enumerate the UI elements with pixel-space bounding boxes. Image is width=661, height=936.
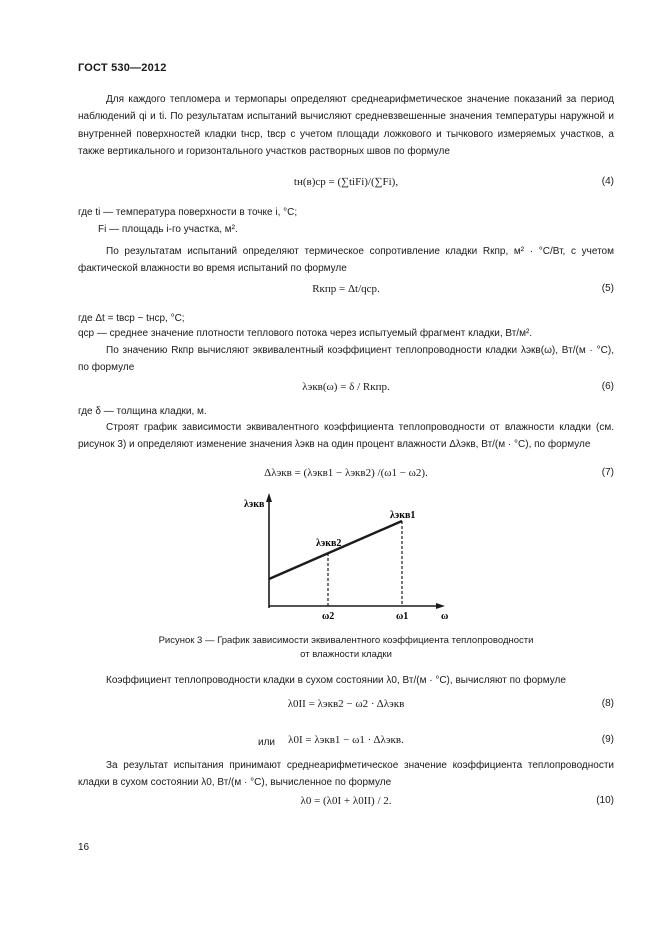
formula-9-number: (9) bbox=[601, 734, 614, 745]
figure-caption-line2: от влажности кладки bbox=[300, 649, 392, 660]
point2-label: λэкв2 bbox=[316, 538, 342, 549]
point1-label: λэкв1 bbox=[390, 510, 416, 521]
figure-3-graph bbox=[240, 490, 455, 625]
paragraph-equivalent-conductivity: По значению Rкпр вычисляют эквивалентный коэффициент теплопроводности кладки λэкв(ω), Вт/(м · °С), по формуле bbox=[78, 345, 614, 374]
or-word: или bbox=[258, 737, 276, 748]
legend-q-avg: qср — среднее значение плотности теплового потока через испытуемый фрагмент кладки, Вт/м². bbox=[78, 328, 533, 339]
y-axis-arrow bbox=[266, 493, 272, 502]
formula-8-expression: λ0II = λэкв2 − ω2 · Δλэкв bbox=[287, 698, 405, 710]
figure-caption-line1: Рисунок 3 — График зависимости эквивалентного коэффициента теплопроводности bbox=[158, 635, 534, 646]
legend-delta: где δ — толщина кладки, м. bbox=[78, 406, 207, 417]
legend-fi: Fi — площадь i-го участка, м². bbox=[98, 224, 238, 235]
x-axis-arrow bbox=[436, 603, 445, 609]
figure-caption bbox=[78, 634, 614, 662]
formula-4-number: (4) bbox=[601, 176, 614, 187]
formula-9-expression: λ0I = λэкв1 − ω1 · Δλэкв. bbox=[288, 734, 404, 746]
formula-7 bbox=[78, 467, 614, 483]
conductivity-line bbox=[269, 521, 402, 579]
paragraph-dry-conductivity: Коэффициент теплопроводности кладки в сухом состоянии λ0, Вт/(м · °С), вычисляют по формуле bbox=[106, 675, 566, 686]
formula-6-number: (6) bbox=[601, 381, 614, 392]
paragraph-surface-temperatures: Для каждого тепломера и термопары определяют среднеарифметическое значение показаний за период наблюдений qi и ti. По результатам испытаний вычисляют средневзвешенные значения температуры наружной и внутренней поверхностей кладки tнср, tвср с учетом площади ложкового и тычкового измеряемых участков, а также вертикального и горизонтального участков растворных швов по формуле bbox=[78, 94, 614, 158]
formula-6-expression: λэкв(ω) = δ / Rкпр. bbox=[302, 381, 390, 393]
paragraph-test-result: За результат испытания принимают среднеарифметическое значение коэффициента теплопроводности кладки в сухом состоянии λ0, Вт/(м · °С), вычисленное по формуле bbox=[78, 760, 614, 789]
formula-6 bbox=[78, 381, 614, 397]
x-tick-omega2: ω2 bbox=[322, 611, 335, 622]
formula-5-expression: Rкпр = Δt/qср. bbox=[312, 283, 380, 295]
legend-ti: где ti — температура поверхности в точке i, °С; bbox=[78, 207, 298, 218]
page-number: 16 bbox=[78, 842, 90, 853]
x-axis-label: ω bbox=[441, 611, 449, 622]
formula-8-number: (8) bbox=[601, 698, 614, 709]
paragraph-graph-description: Строят график зависимости эквивалентного коэффициента теплопроводности от влажности кладки (см. рисунок 3) и определяют изменение значения λэкв на один процент влажности Δλэкв, Вт/(м · °С), по формуле bbox=[78, 422, 614, 451]
formula-10-number: (10) bbox=[596, 795, 614, 806]
formula-5 bbox=[78, 283, 614, 299]
legend-delta-t: где Δt = tвср − tнср, °С; bbox=[78, 313, 185, 324]
formula-8 bbox=[78, 698, 614, 714]
y-axis-label: λэкв bbox=[244, 499, 265, 510]
formula-5-number: (5) bbox=[601, 283, 614, 294]
formula-7-expression: Δλэкв = (λэкв1 − λэкв2) /(ω1 − ω2). bbox=[264, 467, 428, 479]
formula-4 bbox=[78, 176, 614, 192]
document-header: ГОСТ 530—2012 bbox=[78, 62, 167, 74]
paragraph-thermal-resistance: По результатам испытаний определяют термическое сопротивление кладки Rкпр, м² · °С/Вт, с учетом фактической влажности во время испытаний по формуле bbox=[78, 246, 614, 275]
formula-10 bbox=[78, 795, 614, 811]
formula-9 bbox=[78, 734, 614, 750]
formula-4-expression: tн(в)ср = (∑tiFi)/(∑Fi), bbox=[293, 176, 399, 188]
x-tick-omega1: ω1 bbox=[396, 611, 409, 622]
formula-10-expression: λ0 = (λ0I + λ0II) / 2. bbox=[300, 795, 392, 807]
formula-7-number: (7) bbox=[601, 467, 614, 478]
